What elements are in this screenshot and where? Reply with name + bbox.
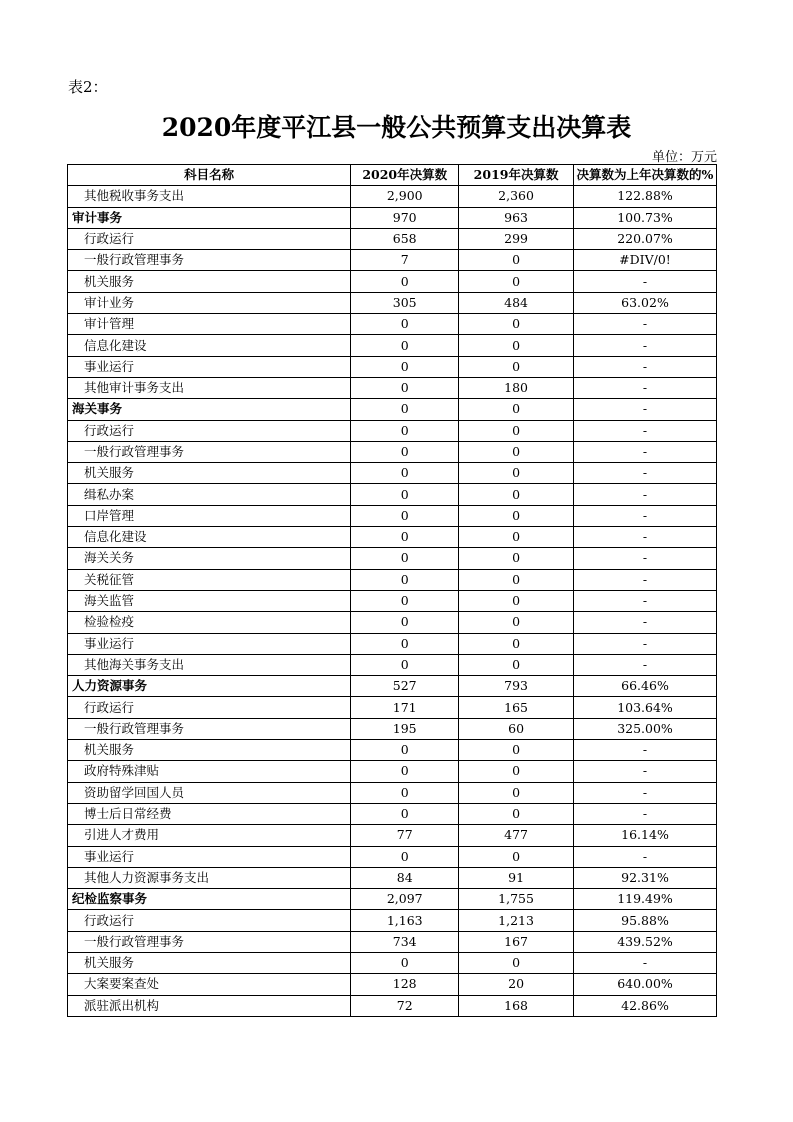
percent-cell: 103.64% (574, 697, 717, 718)
percent-cell: - (574, 761, 717, 782)
subject-cell: 审计事务 (68, 207, 351, 228)
subject-cell: 一般行政管理事务 (68, 931, 351, 952)
table-row (68, 761, 717, 782)
subject-cell: 信息化建设 (68, 527, 351, 548)
subject-cell: 审计业务 (68, 292, 351, 313)
percent-cell: 119.49% (574, 889, 717, 910)
value-2020-cell: 0 (351, 314, 459, 335)
value-2020-cell: 305 (351, 292, 459, 313)
value-2020-cell: 0 (351, 952, 459, 973)
value-2019-cell: 0 (459, 846, 574, 867)
table-row (68, 377, 717, 398)
table-row (68, 633, 717, 654)
budget-table (67, 164, 717, 1017)
value-2020-cell: 84 (351, 867, 459, 888)
value-2020-cell: 171 (351, 697, 459, 718)
value-2019-cell: 0 (459, 484, 574, 505)
percent-cell: 95.88% (574, 910, 717, 931)
table-row (68, 974, 717, 995)
percent-cell: 439.52% (574, 931, 717, 952)
table-row (68, 314, 717, 335)
table-row (68, 420, 717, 441)
percent-cell: - (574, 335, 717, 356)
value-2020-cell: 658 (351, 228, 459, 249)
percent-cell: 66.46% (574, 676, 717, 697)
subject-cell: 行政运行 (68, 697, 351, 718)
percent-cell: 42.86% (574, 995, 717, 1016)
subject-cell: 资助留学回国人员 (68, 782, 351, 803)
percent-cell: - (574, 740, 717, 761)
subject-cell: 事业运行 (68, 633, 351, 654)
percent-cell: - (574, 399, 717, 420)
value-2019-cell: 0 (459, 633, 574, 654)
table-row (68, 825, 717, 846)
value-2019-cell: 0 (459, 803, 574, 824)
value-2019-cell: 0 (459, 740, 574, 761)
percent-cell: - (574, 505, 717, 526)
subject-cell: 行政运行 (68, 420, 351, 441)
table-row (68, 995, 717, 1016)
percent-cell: - (574, 314, 717, 335)
percent-cell: - (574, 377, 717, 398)
table-row (68, 931, 717, 952)
subject-cell: 关税征管 (68, 569, 351, 590)
percent-cell: - (574, 271, 717, 292)
subject-cell: 海关监管 (68, 590, 351, 611)
table-row (68, 527, 717, 548)
percent-cell: - (574, 484, 717, 505)
percent-cell: 640.00% (574, 974, 717, 995)
value-2019-cell: 0 (459, 569, 574, 590)
table-row (68, 697, 717, 718)
value-2020-cell: 970 (351, 207, 459, 228)
value-2019-cell: 165 (459, 697, 574, 718)
percent-cell: - (574, 569, 717, 590)
category-row (68, 889, 717, 910)
value-2020-cell: 77 (351, 825, 459, 846)
table-row (68, 228, 717, 249)
header-subject: 科目名称 (68, 165, 351, 186)
value-2020-cell: 0 (351, 633, 459, 654)
value-2019-cell: 0 (459, 399, 574, 420)
value-2020-cell: 0 (351, 420, 459, 441)
percent-cell: 92.31% (574, 867, 717, 888)
table-row (68, 463, 717, 484)
table-row (68, 292, 717, 313)
value-2020-cell: 0 (351, 399, 459, 420)
subject-cell: 人力资源事务 (68, 676, 351, 697)
percent-cell: 220.07% (574, 228, 717, 249)
value-2020-cell: 0 (351, 654, 459, 675)
table-row (68, 590, 717, 611)
value-2019-cell: 0 (459, 420, 574, 441)
value-2019-cell: 180 (459, 377, 574, 398)
table-row (68, 803, 717, 824)
percent-cell: - (574, 590, 717, 611)
value-2020-cell: 0 (351, 441, 459, 462)
table-row (68, 356, 717, 377)
header-2019: 2019年决算数 (459, 165, 574, 186)
table-row (68, 335, 717, 356)
value-2019-cell: 0 (459, 782, 574, 803)
table-row (68, 740, 717, 761)
value-2019-cell: 60 (459, 718, 574, 739)
percent-cell: - (574, 654, 717, 675)
subject-cell: 大案要案查处 (68, 974, 351, 995)
value-2020-cell: 0 (351, 484, 459, 505)
table-row (68, 718, 717, 739)
value-2019-cell: 0 (459, 250, 574, 271)
percent-cell: #DIV/0! (574, 250, 717, 271)
value-2019-cell: 168 (459, 995, 574, 1016)
percent-cell: - (574, 441, 717, 462)
subject-cell: 机关服务 (68, 463, 351, 484)
page-title: 2020年度平江县一般公共预算支出决算表 (161, 113, 632, 142)
value-2020-cell: 7 (351, 250, 459, 271)
subject-cell: 引进人才费用 (68, 825, 351, 846)
table-row (68, 782, 717, 803)
header-row (68, 165, 717, 186)
percent-cell: 63.02% (574, 292, 717, 313)
value-2020-cell: 0 (351, 527, 459, 548)
table-row (68, 441, 717, 462)
value-2020-cell: 0 (351, 782, 459, 803)
table-row (68, 910, 717, 931)
subject-cell: 机关服务 (68, 952, 351, 973)
value-2020-cell: 195 (351, 718, 459, 739)
percent-cell: - (574, 803, 717, 824)
value-2019-cell: 0 (459, 761, 574, 782)
value-2020-cell: 0 (351, 377, 459, 398)
subject-cell: 海关关务 (68, 548, 351, 569)
value-2019-cell: 1,755 (459, 889, 574, 910)
subject-cell: 一般行政管理事务 (68, 718, 351, 739)
value-2020-cell: 0 (351, 548, 459, 569)
table-row (68, 612, 717, 633)
subject-cell: 纪检监察事务 (68, 889, 351, 910)
value-2020-cell: 0 (351, 569, 459, 590)
percent-cell: - (574, 846, 717, 867)
subject-cell: 博士后日常经费 (68, 803, 351, 824)
subject-cell: 审计管理 (68, 314, 351, 335)
percent-cell: 100.73% (574, 207, 717, 228)
subject-cell: 检验检疫 (68, 612, 351, 633)
value-2020-cell: 72 (351, 995, 459, 1016)
subject-cell: 行政运行 (68, 228, 351, 249)
unit-note: 单位：万元 (651, 150, 717, 165)
value-2020-cell: 0 (351, 271, 459, 292)
value-2020-cell: 0 (351, 335, 459, 356)
table-row (68, 846, 717, 867)
value-2019-cell: 0 (459, 590, 574, 611)
subject-cell: 机关服务 (68, 271, 351, 292)
value-2020-cell: 0 (351, 463, 459, 484)
subject-cell: 派驻派出机构 (68, 995, 351, 1016)
value-2020-cell: 0 (351, 846, 459, 867)
subject-cell: 行政运行 (68, 910, 351, 931)
value-2020-cell: 0 (351, 505, 459, 526)
percent-cell: - (574, 782, 717, 803)
value-2019-cell: 0 (459, 314, 574, 335)
table-row (68, 186, 717, 207)
value-2020-cell: 0 (351, 803, 459, 824)
percent-cell: - (574, 420, 717, 441)
value-2019-cell: 0 (459, 271, 574, 292)
subject-cell: 其他人力资源事务支出 (68, 867, 351, 888)
subject-cell: 事业运行 (68, 356, 351, 377)
value-2019-cell: 793 (459, 676, 574, 697)
subject-cell: 一般行政管理事务 (68, 250, 351, 271)
value-2019-cell: 0 (459, 356, 574, 377)
value-2019-cell: 0 (459, 548, 574, 569)
table-row (68, 505, 717, 526)
value-2019-cell: 167 (459, 931, 574, 952)
percent-cell: - (574, 952, 717, 973)
header-percent: 决算数为上年决算数的% (574, 165, 717, 186)
value-2019-cell: 0 (459, 612, 574, 633)
value-2020-cell: 2,900 (351, 186, 459, 207)
value-2020-cell: 128 (351, 974, 459, 995)
value-2019-cell: 484 (459, 292, 574, 313)
value-2019-cell: 1,213 (459, 910, 574, 931)
table-row (68, 271, 717, 292)
value-2019-cell: 963 (459, 207, 574, 228)
value-2019-cell: 0 (459, 527, 574, 548)
value-2019-cell: 0 (459, 441, 574, 462)
table-row (68, 867, 717, 888)
value-2019-cell: 0 (459, 335, 574, 356)
value-2019-cell: 299 (459, 228, 574, 249)
value-2019-cell: 20 (459, 974, 574, 995)
value-2019-cell: 0 (459, 463, 574, 484)
value-2020-cell: 734 (351, 931, 459, 952)
value-2019-cell: 91 (459, 867, 574, 888)
header-2020: 2020年决算数 (351, 165, 459, 186)
value-2020-cell: 0 (351, 590, 459, 611)
table-row (68, 250, 717, 271)
percent-cell: - (574, 612, 717, 633)
value-2020-cell: 0 (351, 740, 459, 761)
table-row (68, 548, 717, 569)
subject-cell: 政府特殊津贴 (68, 761, 351, 782)
subject-cell: 其他海关事务支出 (68, 654, 351, 675)
category-row (68, 207, 717, 228)
percent-cell: - (574, 633, 717, 654)
table-label: 表2： (68, 78, 108, 96)
subject-cell: 口岸管理 (68, 505, 351, 526)
subject-cell: 事业运行 (68, 846, 351, 867)
percent-cell: - (574, 527, 717, 548)
value-2019-cell: 2,360 (459, 186, 574, 207)
percent-cell: 122.88% (574, 186, 717, 207)
value-2020-cell: 2,097 (351, 889, 459, 910)
value-2019-cell: 477 (459, 825, 574, 846)
category-row (68, 399, 717, 420)
value-2020-cell: 0 (351, 612, 459, 633)
subject-cell: 其他税收事务支出 (68, 186, 351, 207)
percent-cell: 16.14% (574, 825, 717, 846)
subject-cell: 其他审计事务支出 (68, 377, 351, 398)
table-row (68, 569, 717, 590)
table-row (68, 484, 717, 505)
category-row (68, 676, 717, 697)
value-2019-cell: 0 (459, 505, 574, 526)
percent-cell: - (574, 463, 717, 484)
subject-cell: 信息化建设 (68, 335, 351, 356)
value-2020-cell: 0 (351, 356, 459, 377)
table-row (68, 952, 717, 973)
value-2020-cell: 1,163 (351, 910, 459, 931)
value-2019-cell: 0 (459, 952, 574, 973)
percent-cell: - (574, 548, 717, 569)
percent-cell: 325.00% (574, 718, 717, 739)
subject-cell: 缉私办案 (68, 484, 351, 505)
value-2020-cell: 527 (351, 676, 459, 697)
subject-cell: 海关事务 (68, 399, 351, 420)
value-2020-cell: 0 (351, 761, 459, 782)
value-2019-cell: 0 (459, 654, 574, 675)
subject-cell: 机关服务 (68, 740, 351, 761)
percent-cell: - (574, 356, 717, 377)
subject-cell: 一般行政管理事务 (68, 441, 351, 462)
table-row (68, 654, 717, 675)
